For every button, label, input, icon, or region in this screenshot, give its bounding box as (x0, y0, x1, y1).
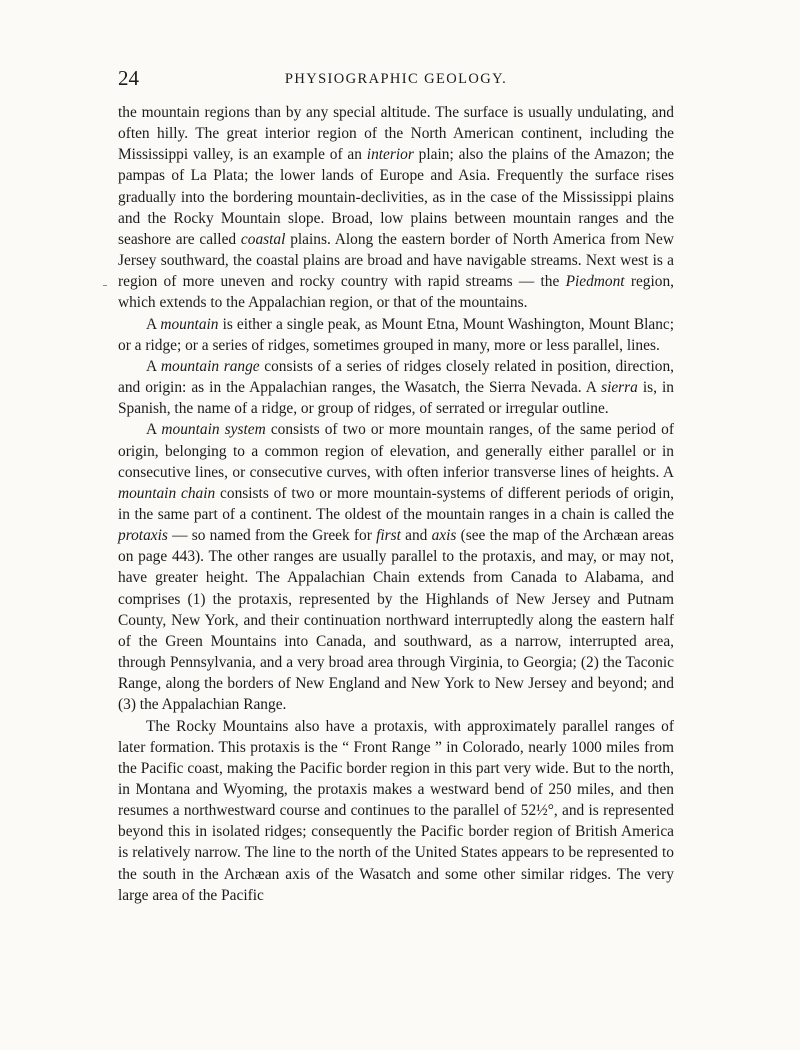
text-run: consists of a series of ridges closely related in position, direction, and origin: as in the Appalachian ranges, the Wasatch, the Sierra Nevada. A (118, 357, 674, 397)
text-run: the mountain regions than by any special altitude. The surface is usually undulating, and often hilly. The great interior region of the North American continent, including the Mississippi valley, is an example of an (118, 104, 674, 164)
text-run: plain; also the plains of the Amazon; the pampas of La Plata; the lower lands of Europe and Asia. Frequently the surface rises gradually into the bordering mountain-declivities, as in the case of the Mississippi plains and the Rocky Mountain slope. Broad, low plains between mountain ranges and the seashore are called (118, 146, 674, 248)
body-text (118, 102, 674, 906)
italic-term: coastal (240, 230, 286, 248)
italic-term: first (376, 527, 401, 545)
italic-term: interior (366, 146, 414, 164)
page-header (118, 66, 674, 90)
italic-term: mountain system (161, 421, 266, 439)
paragraph (118, 314, 674, 356)
page-number: 24 (118, 66, 139, 90)
paragraph (118, 716, 674, 906)
italic-term: mountain (160, 315, 219, 333)
paragraph (118, 356, 674, 419)
text-run: consists of two or more mountain ranges, of the same period of origin, belonging to a common region of elevation, and generally either parallel or in consecutive lines, or consecutive curves, with often inferior transverse lines of heights. A (118, 421, 674, 481)
text-run: region, which extends to the Appalachian region, or that of the mountains. (118, 273, 674, 312)
text-run: is, in Spanish, the name of a ridge, or group of ridges, of serrated or irregular outline. (118, 379, 674, 418)
italic-term: protaxis (118, 527, 168, 545)
text-run: The Rocky Mountains also have a protaxis, with approximately parallel ranges of later formation. This protaxis is the “ Front Range ” in Colorado, nearly 1000 miles from the Pacific coast, making the Pacific border region in this part very wide. But to the north, in Montana and Wyoming, the protaxis makes a westward bend of 250 miles, and then resumes a northwestward course and continues to the parallel of 52½°, and is represented beyond this in isolated ridges; consequently the Pacific border region of British America is relatively narrow. The line to the north of the United States appears to be represented to the south in the Archæan axis of the Wasatch and some other similar ridges. The very large area of the Pacific (118, 717, 674, 904)
italic-term: sierra (601, 379, 638, 397)
text-run: consists of two or more mountain-systems of different periods of origin, in the same part of a continent. The oldest of the mountain ranges in a chain is called the (118, 484, 674, 523)
text-run: — so named from the Greek for (167, 527, 377, 545)
paragraph (118, 102, 674, 314)
text-run: (see the map of the Archæan areas on page 443). The other ranges are usually parallel to the protaxis, and may, or may not, have greater height. The Appalachian Chain extends from Canada to Alabama, and comprises (1) the protaxis, represented by the Highlands of New Jersey and Putnam County, New York, and their continuation northward interruptedly along the eastern half of the Green Mountains into Canada, and southward, as a narrow, interrupted area, through Pennsylvania, and a very broad area through Virginia, to Georgia; (2) the Taconic Range, along the borders of New England and New York to New Jersey and beyond; and (3) the Appalachian Range. (118, 527, 674, 714)
text-run: A (146, 357, 161, 375)
paragraph (118, 419, 674, 715)
italic-term: mountain chain (118, 484, 216, 502)
italic-term: mountain range (160, 357, 260, 375)
text-run: plains. Along the eastern border of North America from New Jersey southward, the coastal plains are broad and have navigable streams. Next west is a region of more uneven and rocky country with rapid streams — the (118, 230, 674, 291)
text-run: is either a single peak, as Mount Etna, Mount Washington, Mount Blanc; or a ridge; or a series of ridges, sometimes grouped in many, more or less parallel, lines. (118, 315, 674, 354)
text-run: A (146, 315, 161, 333)
text-run: A (146, 421, 162, 439)
italic-term: Piedmont (565, 273, 625, 291)
margin-mark (103, 285, 107, 286)
text-run: and (400, 527, 432, 545)
running-head: PHYSIOGRAPHIC GEOLOGY. (284, 71, 508, 87)
italic-term: axis (431, 527, 457, 545)
